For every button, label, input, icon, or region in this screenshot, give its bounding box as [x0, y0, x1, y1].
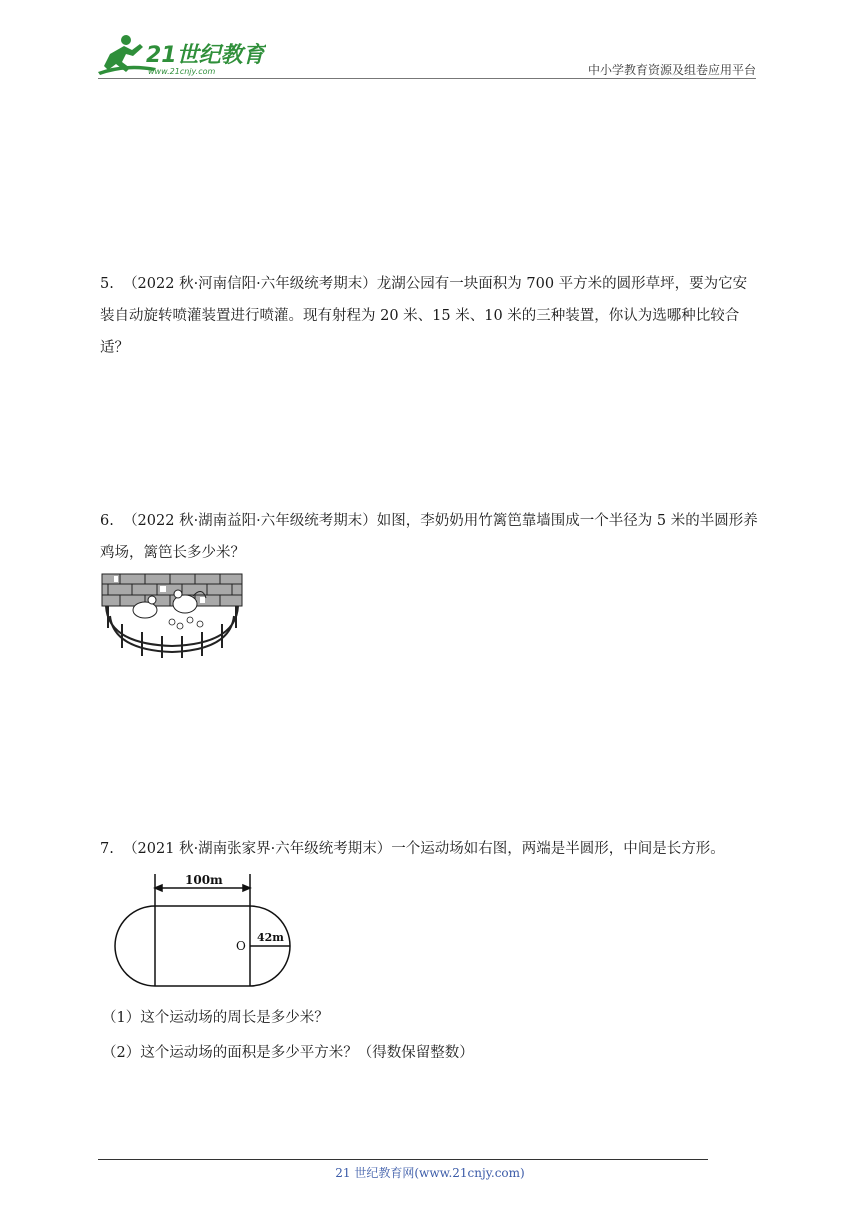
length-label: 100m	[185, 873, 223, 887]
question-number: 6.	[100, 513, 114, 529]
chick-icon	[169, 617, 203, 629]
question-5	[100, 268, 760, 364]
center-label: O	[236, 939, 246, 953]
logo-title: 21世纪教育	[146, 43, 265, 68]
brick-wall	[102, 574, 242, 606]
question-7	[100, 833, 760, 865]
question-text: （2021 秋·湖南张家界·六年级统考期末）一个运动场如右图，两端是半圆形，中间是长方形。	[123, 841, 725, 857]
question-number: 7.	[100, 841, 114, 857]
question-text: （2022 秋·河南信阳·六年级统考期末）龙湖公园有一块面积为 700 平方米的圆形草坪，要为它安装自动旋转喷灌装置进行喷灌。现有射程为 20 米、15 米、10 米的三种装置，你认为选哪种比较合适？	[100, 276, 748, 356]
header-divider	[98, 78, 756, 79]
question-number: 5.	[100, 276, 114, 292]
footer-divider	[98, 1159, 708, 1160]
fence	[106, 606, 238, 658]
logo-url: www.21cnjy.com	[148, 67, 216, 76]
track-figure	[110, 868, 300, 990]
sub-question-2: （2）这个运动场的面积是多少平方米？（得数保留整数）	[102, 1045, 474, 1061]
radius-label: 42m	[257, 931, 284, 944]
chicken-coop-figure	[100, 572, 245, 660]
question-text: （2022 秋·湖南益阳·六年级统考期末）如图，李奶奶用竹篱笆靠墙围成一个半径为 5 米的半圆形养鸡场，篱笆长多少米？	[100, 513, 758, 561]
footer-link[interactable]: 21 世纪教育网(www.21cnjy.com)	[335, 1166, 525, 1180]
question-6	[100, 505, 760, 569]
platform-name: 中小学教育资源及组卷应用平台	[587, 63, 756, 77]
sub-question-1: （1）这个运动场的周长是多少米？	[102, 1010, 329, 1026]
site-logo	[96, 32, 266, 78]
